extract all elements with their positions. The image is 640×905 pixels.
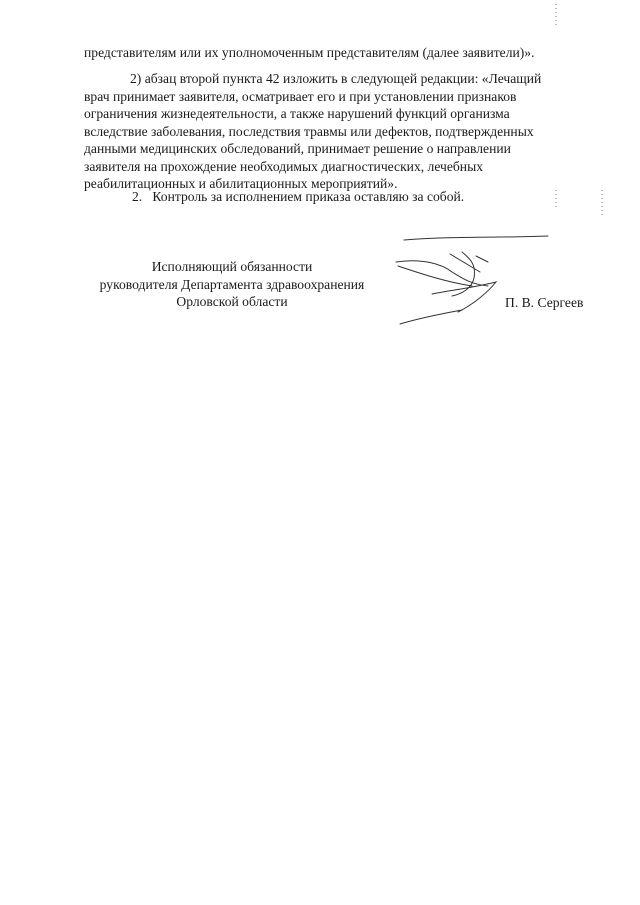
item-2-paragraph <box>84 70 600 193</box>
item-2-line: врач принимает заявителя, осматривает его и при установлении признаков <box>84 88 517 104</box>
continuation-paragraph <box>84 44 600 62</box>
continuation-text: представителям или их уполномоченным представителям (далее заявители)». <box>84 45 535 60</box>
handwritten-signature <box>392 232 552 328</box>
item-2-line: вследствие заболевания, последствия травмы или дефектов, подтвержденных <box>84 123 534 139</box>
signatory-name: П. В. Сергеев <box>505 295 584 310</box>
paragraph-2 <box>132 188 602 206</box>
item-2-line: ограничения жизнедеятельности, а также нарушений функций организма <box>84 106 510 121</box>
scan-edge-marks <box>540 0 610 240</box>
item-2-line: реабилитационных и абилитационных мероприятий». <box>84 176 398 191</box>
item-2-line: 2) абзац второй пункта 42 изложить в следующей редакции: «Лечащий <box>130 71 542 86</box>
position-line: руководителя Департамента здравоохранения <box>99 276 365 292</box>
paragraph-2-text: 2. Контроль за исполнением приказа оставляю за собой. <box>132 189 465 204</box>
item-2-line: заявителя на прохождение необходимых диагностических, лечебных <box>84 158 484 174</box>
signatory-position <box>82 258 382 311</box>
position-line: Орловской области <box>176 294 288 309</box>
position-line: Исполняющий обязанности <box>151 259 313 274</box>
item-2-line: данными медицинских обследований, принимает решение о направлении <box>84 141 511 156</box>
